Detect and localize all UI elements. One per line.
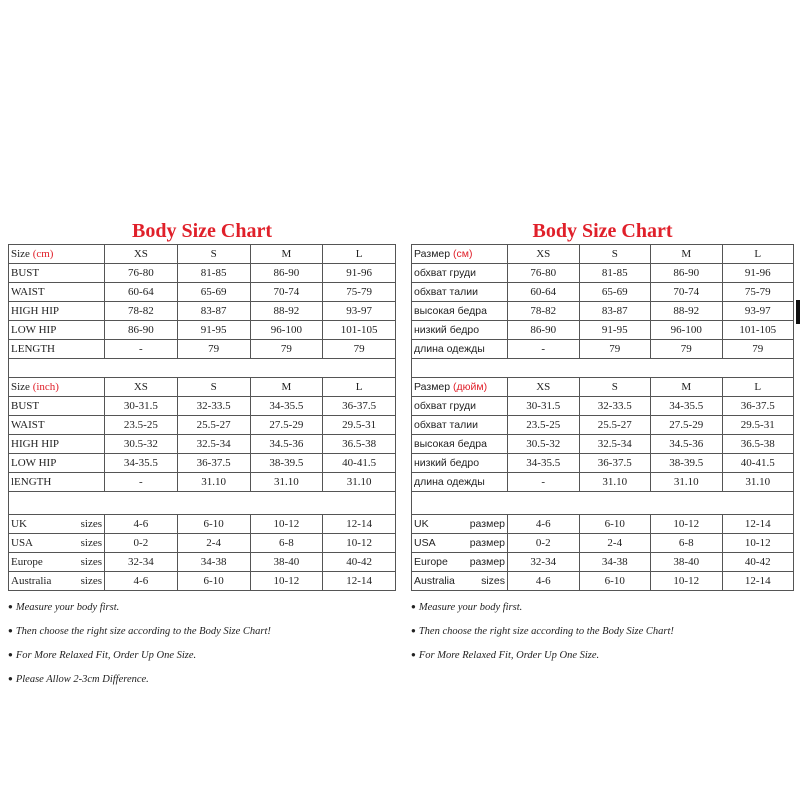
cell: 36-37.5 <box>177 454 250 473</box>
cell: - <box>508 473 580 492</box>
region-label: Australia sizes <box>412 572 508 591</box>
cell: 12-14 <box>722 572 794 591</box>
cell: 6-8 <box>651 534 723 553</box>
cell: 78-82 <box>105 302 178 321</box>
bullet-icon: ● <box>8 674 13 683</box>
region-label: Europe размер <box>412 553 508 572</box>
table-row <box>412 283 794 302</box>
region-label: Europe sizes <box>9 553 105 572</box>
cell: 36-37.5 <box>323 397 396 416</box>
table-row <box>412 397 794 416</box>
cell: - <box>105 340 178 359</box>
cell: 4-6 <box>105 572 178 591</box>
cell: - <box>105 473 178 492</box>
row-label: обхват груди <box>412 264 508 283</box>
cell: 0-2 <box>508 534 580 553</box>
size-table <box>8 244 396 591</box>
cell: 93-97 <box>323 302 396 321</box>
notes-list <box>8 597 396 693</box>
cell: 6-8 <box>250 534 323 553</box>
cell: 12-14 <box>323 572 396 591</box>
table-row <box>412 302 794 321</box>
size-col-header: M <box>651 245 723 264</box>
cell: 25.5-27 <box>177 416 250 435</box>
cell: 23.5-25 <box>105 416 178 435</box>
bullet-icon: ● <box>8 626 13 635</box>
size-col-header: L <box>323 378 396 397</box>
size-col-header: L <box>722 245 794 264</box>
size-col-header: S <box>579 245 651 264</box>
table-row <box>412 454 794 473</box>
row-label: LOW HIP <box>9 321 105 340</box>
cell: 29.5-31 <box>323 416 396 435</box>
cell: 40-42 <box>722 553 794 572</box>
table-header-row <box>9 378 396 397</box>
region-label: UK размер <box>412 515 508 534</box>
table-header-row <box>412 378 794 397</box>
row-label: обхват талии <box>412 283 508 302</box>
note-item: ● Measure your body first. <box>8 602 120 613</box>
cell: 31.10 <box>579 473 651 492</box>
cell: 4-6 <box>105 515 178 534</box>
table-row <box>9 397 396 416</box>
cell: 36.5-38 <box>323 435 396 454</box>
cell: 91-95 <box>177 321 250 340</box>
cell: 36-37.5 <box>579 454 651 473</box>
cell: 91-96 <box>722 264 794 283</box>
region-row <box>9 572 396 591</box>
note-item: ● Then choose the right size according to the Body Size Chart! <box>411 626 674 637</box>
region-label: Australia sizes <box>9 572 105 591</box>
cell: 60-64 <box>508 283 580 302</box>
cell: 32-33.5 <box>579 397 651 416</box>
cell: 12-14 <box>722 515 794 534</box>
table-row <box>9 321 396 340</box>
cell: 23.5-25 <box>508 416 580 435</box>
cell: 10-12 <box>722 534 794 553</box>
row-label: высокая бедра <box>412 302 508 321</box>
size-col-header: L <box>323 245 396 264</box>
row-label: высокая бедра <box>412 435 508 454</box>
cell: 30-31.5 <box>105 397 178 416</box>
cell: 34-38 <box>579 553 651 572</box>
cell: 6-10 <box>177 515 250 534</box>
cell: 6-10 <box>579 515 651 534</box>
cell: 27.5-29 <box>250 416 323 435</box>
cell: 96-100 <box>250 321 323 340</box>
region-row <box>9 534 396 553</box>
table-row <box>412 340 794 359</box>
size-unit-label: Размер (см) <box>412 245 508 264</box>
cell: 78-82 <box>508 302 580 321</box>
cell: 86-90 <box>105 321 178 340</box>
table-spacer <box>9 359 396 378</box>
cell: 65-69 <box>579 283 651 302</box>
cell: 75-79 <box>722 283 794 302</box>
cell: 76-80 <box>508 264 580 283</box>
bullet-icon: ● <box>411 650 416 659</box>
cell: 0-2 <box>105 534 178 553</box>
region-row <box>9 553 396 572</box>
cell: 10-12 <box>323 534 396 553</box>
size-col-header: XS <box>508 245 580 264</box>
edge-mark <box>796 300 800 324</box>
notes-list <box>411 597 794 669</box>
table-row <box>9 340 396 359</box>
cell: 40-42 <box>323 553 396 572</box>
row-label: HIGH HIP <box>9 302 105 321</box>
cell: 32.5-34 <box>579 435 651 454</box>
cell: 83-87 <box>177 302 250 321</box>
region-label: USA размер <box>412 534 508 553</box>
cell: 79 <box>323 340 396 359</box>
cell: 93-97 <box>722 302 794 321</box>
row-label: LENGTH <box>9 340 105 359</box>
cell: 101-105 <box>722 321 794 340</box>
bullet-icon: ● <box>8 650 13 659</box>
table-row <box>412 416 794 435</box>
cell: 10-12 <box>250 515 323 534</box>
table-row <box>412 321 794 340</box>
size-col-header: S <box>579 378 651 397</box>
size-unit-label: Size (cm) <box>9 245 105 264</box>
cell: 91-95 <box>579 321 651 340</box>
cell: 65-69 <box>177 283 250 302</box>
cell: 88-92 <box>250 302 323 321</box>
size-unit-label: Размер (дюйм) <box>412 378 508 397</box>
cell: 34-38 <box>177 553 250 572</box>
cell: 10-12 <box>651 515 723 534</box>
cell: 79 <box>177 340 250 359</box>
region-row <box>9 515 396 534</box>
cell: 32-34 <box>105 553 178 572</box>
cell: 36-37.5 <box>722 397 794 416</box>
region-row <box>412 534 794 553</box>
cell: 101-105 <box>323 321 396 340</box>
size-table <box>411 244 794 591</box>
cell: 4-6 <box>508 572 580 591</box>
cell: 83-87 <box>579 302 651 321</box>
table-row <box>412 473 794 492</box>
cell: 30.5-32 <box>508 435 580 454</box>
size-col-header: M <box>651 378 723 397</box>
row-label: WAIST <box>9 283 105 302</box>
cell: 86-90 <box>250 264 323 283</box>
table-spacer <box>9 492 396 515</box>
bullet-icon: ● <box>8 602 13 611</box>
row-label: BUST <box>9 264 105 283</box>
row-label: длина одежды <box>412 473 508 492</box>
cell: 79 <box>651 340 723 359</box>
row-label: низкий бедро <box>412 454 508 473</box>
cell: 10-12 <box>651 572 723 591</box>
row-label: lENGTH <box>9 473 105 492</box>
note-item: ● Please Allow 2-3cm Difference. <box>8 674 149 685</box>
cell: 81-85 <box>177 264 250 283</box>
size-col-header: M <box>250 245 323 264</box>
cell: 40-41.5 <box>323 454 396 473</box>
cell: 79 <box>579 340 651 359</box>
cell: - <box>508 340 580 359</box>
region-label: UK sizes <box>9 515 105 534</box>
cell: 34.5-36 <box>651 435 723 454</box>
row-label: LOW HIP <box>9 454 105 473</box>
row-label: BUST <box>9 397 105 416</box>
cell: 86-90 <box>508 321 580 340</box>
cell: 81-85 <box>579 264 651 283</box>
left-size-chart <box>8 220 396 693</box>
size-col-header: S <box>177 245 250 264</box>
cell: 27.5-29 <box>651 416 723 435</box>
cell: 6-10 <box>177 572 250 591</box>
cell: 34.5-36 <box>250 435 323 454</box>
table-row <box>9 264 396 283</box>
table-spacer <box>412 359 794 378</box>
cell: 70-74 <box>651 283 723 302</box>
cell: 31.10 <box>651 473 723 492</box>
cell: 70-74 <box>250 283 323 302</box>
row-label: HIGH HIP <box>9 435 105 454</box>
cell: 32-33.5 <box>177 397 250 416</box>
cell: 36.5-38 <box>722 435 794 454</box>
note-item: ● Then choose the right size according to the Body Size Chart! <box>8 626 271 637</box>
cell: 31.10 <box>177 473 250 492</box>
row-label: обхват груди <box>412 397 508 416</box>
cell: 4-6 <box>508 515 580 534</box>
chart-title: Body Size Chart <box>132 220 272 242</box>
cell: 29.5-31 <box>722 416 794 435</box>
cell: 38-40 <box>250 553 323 572</box>
size-col-header: XS <box>105 378 178 397</box>
size-col-header: S <box>177 378 250 397</box>
row-label: WAIST <box>9 416 105 435</box>
table-row <box>9 416 396 435</box>
cell: 34-35.5 <box>508 454 580 473</box>
cell: 31.10 <box>250 473 323 492</box>
cell: 32-34 <box>508 553 580 572</box>
cell: 31.10 <box>323 473 396 492</box>
cell: 10-12 <box>250 572 323 591</box>
table-row <box>9 283 396 302</box>
cell: 38-40 <box>651 553 723 572</box>
size-col-header: XS <box>508 378 580 397</box>
table-spacer <box>412 492 794 515</box>
table-row <box>412 264 794 283</box>
cell: 30.5-32 <box>105 435 178 454</box>
cell: 25.5-27 <box>579 416 651 435</box>
note-item: ● Measure your body first. <box>411 602 523 613</box>
row-label: длина одежды <box>412 340 508 359</box>
row-label: низкий бедро <box>412 321 508 340</box>
cell: 75-79 <box>323 283 396 302</box>
cell: 30-31.5 <box>508 397 580 416</box>
cell: 86-90 <box>651 264 723 283</box>
size-col-header: XS <box>105 245 178 264</box>
table-row <box>9 435 396 454</box>
right-size-chart <box>411 220 794 669</box>
size-unit-label: Size (inch) <box>9 378 105 397</box>
cell: 76-80 <box>105 264 178 283</box>
table-header-row <box>9 245 396 264</box>
bullet-icon: ● <box>411 626 416 635</box>
cell: 31.10 <box>722 473 794 492</box>
table-header-row <box>412 245 794 264</box>
bullet-icon: ● <box>411 602 416 611</box>
cell: 34-35.5 <box>250 397 323 416</box>
table-row <box>412 435 794 454</box>
cell: 34-35.5 <box>105 454 178 473</box>
cell: 32.5-34 <box>177 435 250 454</box>
cell: 40-41.5 <box>722 454 794 473</box>
cell: 88-92 <box>651 302 723 321</box>
size-col-header: L <box>722 378 794 397</box>
cell: 2-4 <box>177 534 250 553</box>
size-col-header: M <box>250 378 323 397</box>
cell: 2-4 <box>579 534 651 553</box>
region-label: USA sizes <box>9 534 105 553</box>
note-item: ● For More Relaxed Fit, Order Up One Size. <box>411 650 600 661</box>
table-row <box>9 302 396 321</box>
cell: 96-100 <box>651 321 723 340</box>
cell: 79 <box>722 340 794 359</box>
row-label: обхват талии <box>412 416 508 435</box>
region-row <box>412 572 794 591</box>
cell: 12-14 <box>323 515 396 534</box>
cell: 38-39.5 <box>651 454 723 473</box>
region-row <box>412 515 794 534</box>
note-item: ● For More Relaxed Fit, Order Up One Size. <box>8 650 197 661</box>
region-row <box>412 553 794 572</box>
cell: 38-39.5 <box>250 454 323 473</box>
table-row <box>9 454 396 473</box>
cell: 6-10 <box>579 572 651 591</box>
cell: 60-64 <box>105 283 178 302</box>
chart-title: Body Size Chart <box>532 220 673 242</box>
cell: 79 <box>250 340 323 359</box>
cell: 91-96 <box>323 264 396 283</box>
cell: 34-35.5 <box>651 397 723 416</box>
table-row <box>9 473 396 492</box>
